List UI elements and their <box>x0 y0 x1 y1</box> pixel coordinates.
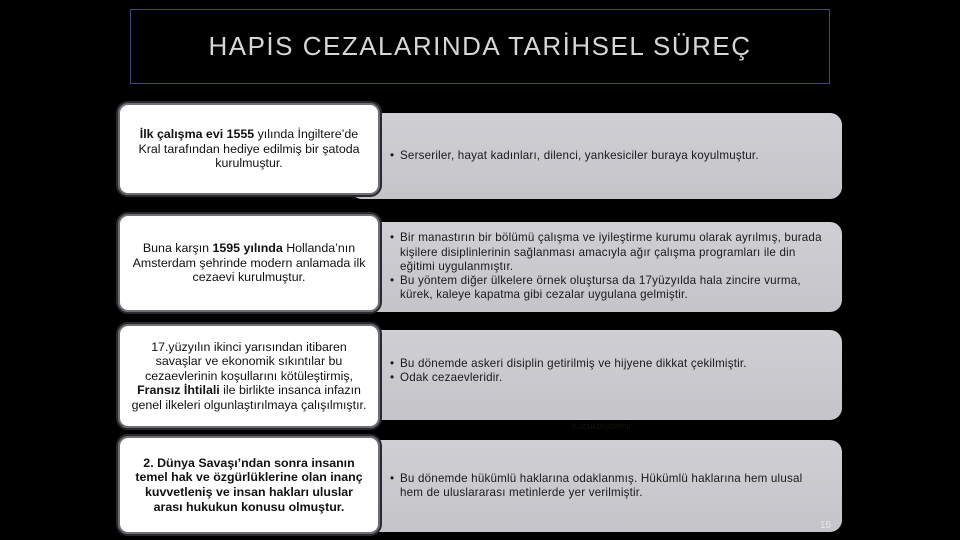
text-span: Fransız İhtilali <box>137 383 220 398</box>
row-2-summary-text <box>130 241 368 285</box>
row-1-summary-card <box>118 103 380 195</box>
list-item: • Bu yöntem diğer ülkelere örnek oluştursa da 17yüzyılda hala zincire vurma, kürek, kaleye kapatma gibi cezalar uygulana gelmiştir. <box>390 274 828 302</box>
row-1-detail-panel <box>350 113 842 199</box>
title-frame <box>130 9 830 84</box>
text-span: Hollanda’nın Amsterdam şehrinde modern anlamada ilk cezaevi kurulmuştur. <box>132 241 366 285</box>
row-2-bullets <box>390 231 828 302</box>
row-3-summary-text <box>130 340 368 413</box>
list-item: • Serseriler, hayat kadınları, dilenci, yankesiciler buraya koyulmuştur. <box>390 149 828 163</box>
row-4-bullets <box>390 472 828 500</box>
row-1-bullets <box>390 149 828 163</box>
row-1-summary-text <box>130 127 368 171</box>
list-item: • Bu dönemde hükümlü haklarına odaklanmış. Hükümlü haklarına hem ulusal hem de uluslararası metinlerde yer verilmiştir. <box>390 472 828 500</box>
slide-title: HAPİS CEZALARINDA TARİHSEL SÜREÇ <box>208 31 752 61</box>
row-2-summary-card <box>118 214 380 312</box>
text-span: yılında İngiltere’de Kral tarafından hediye edilmiş bir şatoda kurulmuştur. <box>138 127 360 171</box>
text-span: İlk çalışma evi 1555 <box>139 127 258 142</box>
row-3-bullets <box>390 357 828 385</box>
row-4-summary-text <box>130 456 368 514</box>
row-4-detail-panel <box>350 440 842 532</box>
author-footnote: Küçüktaşdemir <box>572 421 632 431</box>
list-item: • Bu dönemde askeri disiplin getirilmiş ve hijyene dikkat çekilmiştir. <box>390 357 828 371</box>
row-4-summary-card <box>118 436 380 534</box>
text-span: 1595 yılında <box>212 241 283 256</box>
list-item: • Bir manastırın bir bölümü çalışma ve iyileştirme kurumu olarak ayrılmış, burada kişilere disiplinlerinin sağlanması amacıyla ağır çalışma programları ile din eğitimi uygulanmıştır. <box>390 231 828 274</box>
row-3-summary-card <box>118 324 380 428</box>
text-span: 2. Dünya Savaşı’ndan sonra insanın temel hak ve özgürlüklerine olan inanç kuvvetleniş ve insan hakları uluslar arası hukukun konusu olmuştur. <box>135 455 363 514</box>
text-span: Buna karşın <box>142 241 213 256</box>
text-span: 17.yüzyılın ikinci yarısından itibaren savaşlar ve ekonomik sıkıntılar bu cezaevlerinin koşullarını kötüleştirmiş, <box>145 339 353 383</box>
page-number: 15 <box>820 520 832 531</box>
row-3-detail-panel <box>350 330 842 420</box>
row-2-detail-panel <box>350 222 842 312</box>
text-span: ile birlikte insanca infazın genel ilkeleri olgunlaştırılmaya çalışılmıştır. <box>131 383 367 412</box>
list-item: • Odak cezaevleridir. <box>390 371 828 385</box>
